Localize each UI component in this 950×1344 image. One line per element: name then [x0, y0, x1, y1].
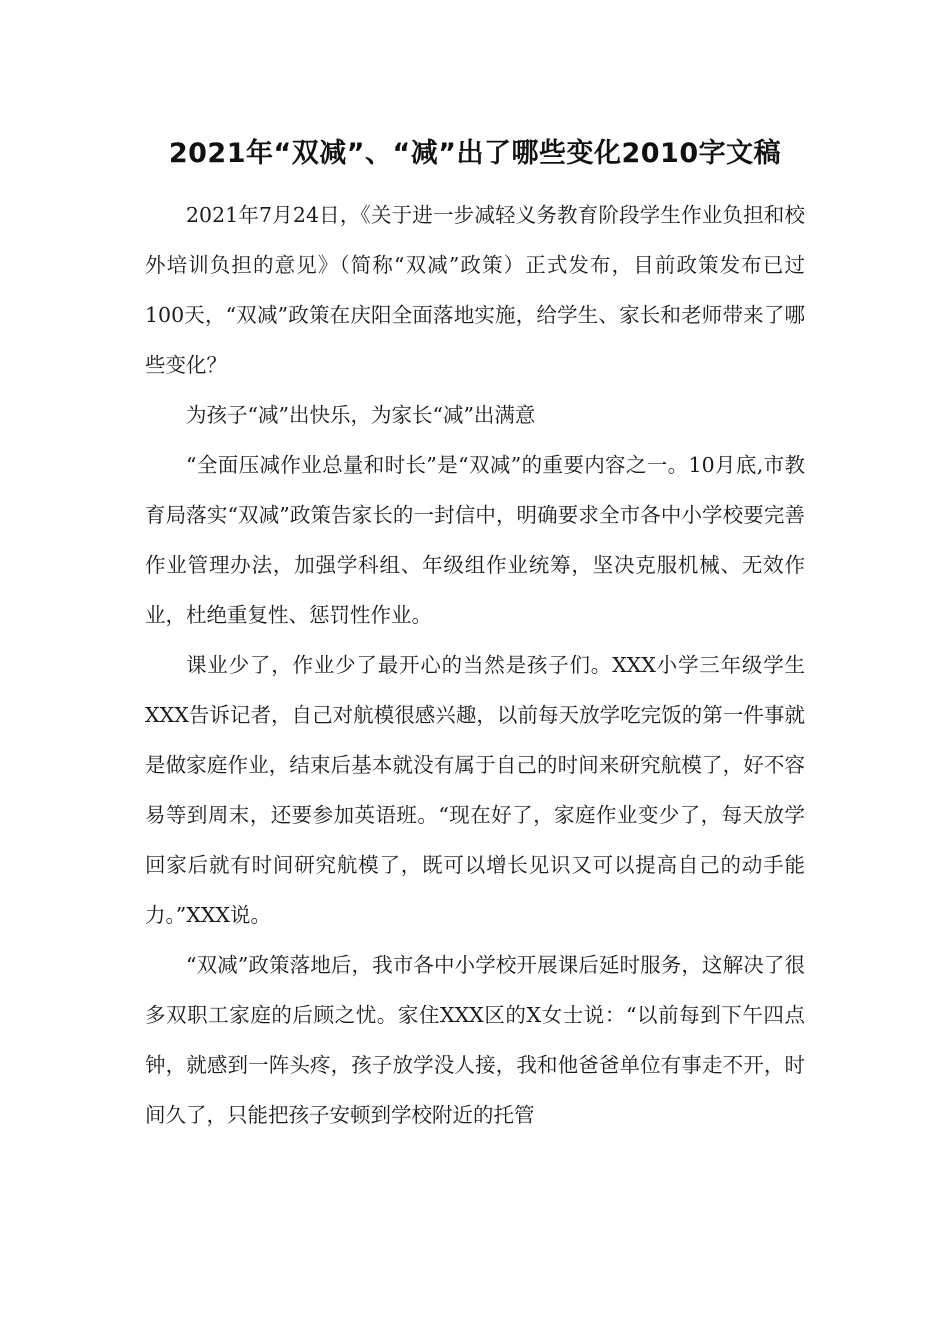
paragraph-student-story: 课业少了，作业少了最开心的当然是孩子们。XXX小学三年级学生XXX告诉记者，自己对航模很感兴趣，以前每天放学吃完饭的第一件事就是做家庭作业，结束后基本就没有属于自己的时间来研究航模了，好不容易等到周末，还要参加英语班。“现在好了，家庭作业变少了，每天放学回家后就有时间研究航模了，既可以增长见识又可以提高自己的动手能力。”XXX说。 [145, 653, 805, 927]
document-title: 2021年“双减”、“减”出了哪些变化2010字文稿 [168, 138, 782, 169]
paragraph-subheading: 为孩子“减”出快乐，为家长“减”出满意 [186, 403, 536, 427]
paragraph-intro: 2021年7月24日，《关于进一步减轻义务教育阶段学生作业负担和校外培训负担的意见》（简称“双减”政策）正式发布，目前政策发布已过100天，“双减”政策在庆阳全面落地实施，给学生、家长和老师带来了哪些变化？ [145, 203, 805, 377]
paragraph-after-school: “双减”政策落地后，我市各中小学校开展课后延时服务，这解决了很多双职工家庭的后顾之忧。家住XXX区的X女士说：“以前每到下午四点钟，就感到一阵头疼，孩子放学没人接，我和他爸爸单位有事走不开，时间久了，只能把孩子安顿到学校附近的托管 [145, 953, 805, 1127]
document-body [145, 190, 805, 1140]
paragraph-homework: “全面压减作业总量和时长”是“双减”的重要内容之一。10月底,市教育局落实“双减”政策告家长的一封信中，明确要求全市各中小学校要完善作业管理办法，加强学科组、年级组作业统筹，坚决克服机械、无效作业，杜绝重复性、惩罚性作业。 [145, 453, 805, 627]
